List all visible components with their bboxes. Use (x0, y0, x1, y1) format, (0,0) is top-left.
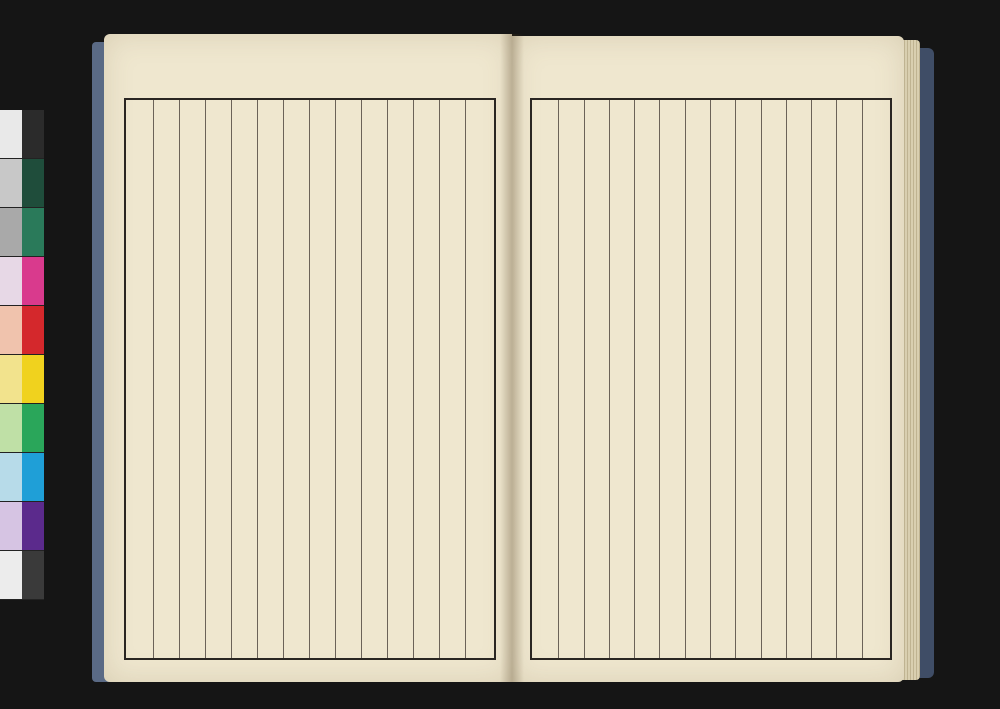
text-column (414, 100, 440, 658)
calibration-patch (0, 453, 22, 502)
text-column (284, 100, 310, 658)
text-column (440, 100, 466, 658)
calibration-patch (0, 551, 22, 600)
text-column (154, 100, 180, 658)
calibration-patch (0, 502, 22, 551)
text-column (232, 100, 258, 658)
calibration-patch (0, 159, 22, 208)
text-column (258, 100, 284, 658)
text-column (711, 100, 736, 658)
text-column (812, 100, 837, 658)
left-page-frame (124, 98, 496, 660)
right-page-text (534, 100, 888, 658)
calibration-patch (22, 159, 44, 208)
text-column (635, 100, 660, 658)
text-column (736, 100, 761, 658)
calibration-patch (22, 355, 44, 404)
calibration-patch (22, 453, 44, 502)
text-column (310, 100, 336, 658)
calibration-patch (0, 257, 22, 306)
calibration-patch (22, 257, 44, 306)
calibration-patch (0, 110, 22, 159)
calibration-patch (0, 355, 22, 404)
text-column (466, 100, 492, 658)
book-gutter (500, 34, 524, 682)
text-column (362, 100, 388, 658)
calibration-patch (22, 404, 44, 453)
text-column (128, 100, 154, 658)
calibration-patch (0, 208, 22, 257)
text-column (388, 100, 414, 658)
text-column (660, 100, 685, 658)
text-column (762, 100, 787, 658)
text-column (336, 100, 362, 658)
text-column (206, 100, 232, 658)
calibration-patch (22, 551, 44, 600)
calibration-patch (22, 208, 44, 257)
text-column (585, 100, 610, 658)
text-column (686, 100, 711, 658)
calibration-patch (0, 306, 22, 355)
text-column (534, 100, 559, 658)
color-calibration-strip (0, 110, 44, 600)
calibration-patch (22, 502, 44, 551)
calibration-patch (22, 306, 44, 355)
text-column (180, 100, 206, 658)
left-page-text (128, 100, 492, 658)
text-column (837, 100, 862, 658)
text-column (610, 100, 635, 658)
text-column (863, 100, 888, 658)
calibration-patch (22, 110, 44, 159)
text-column (787, 100, 812, 658)
right-page-frame (530, 98, 892, 660)
text-column (559, 100, 584, 658)
calibration-patch (0, 404, 22, 453)
